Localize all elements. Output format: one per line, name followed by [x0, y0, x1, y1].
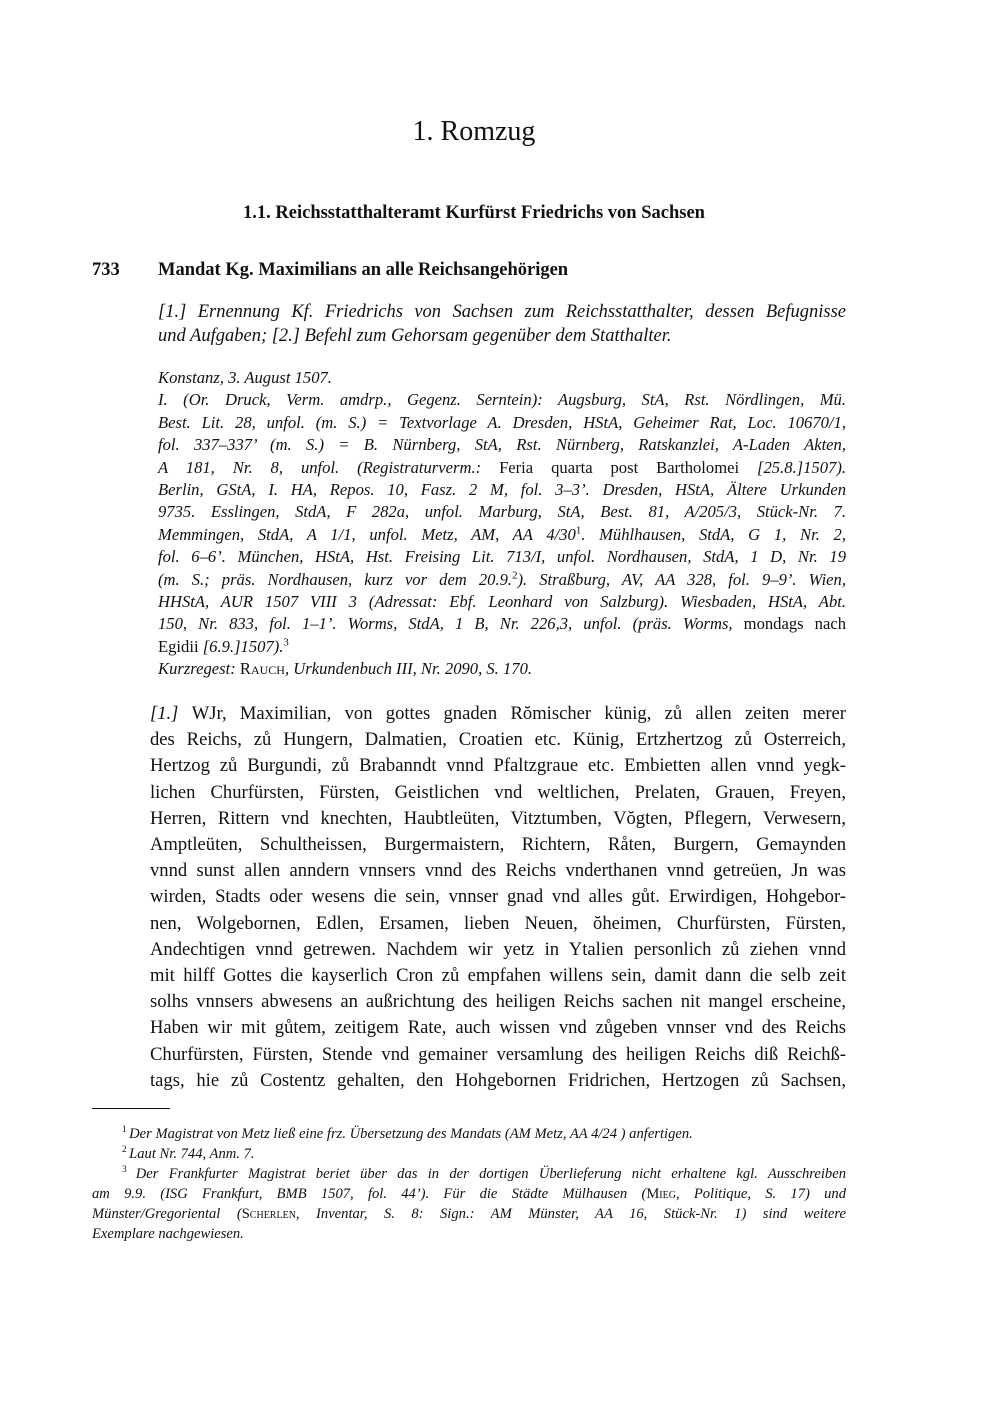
text-line: [150, 965, 846, 987]
text-segment: Amptleüten, Schultheissen, Burgermaistern, Richtern, Råten, Burgern, Gemaynden: [150, 834, 846, 855]
text-line: [150, 939, 846, 961]
text-segment: Mieg: [646, 1186, 676, 1202]
text-line: [150, 808, 846, 830]
text-segment: Der Frankfurter Magistrat beriet über das in der dortigen Überlieferung nicht erhaltene kgl. Ausschreiben: [135, 1166, 846, 1182]
text-line: [158, 435, 846, 455]
text-segment: , Politique, S. 17) und: [675, 1186, 846, 1202]
text-segment: des Reichs, zů Hungern, Dalmatien, Croatien etc. Künig, Ertzhertzog zů Osterreich,: [150, 729, 846, 751]
text-line: [158, 659, 846, 679]
text-segment: mit hilff Gottes die kayserlich Cron zů empfahen willens sein, damit dann die selb zeit: [150, 965, 846, 986]
text-line: [158, 637, 846, 657]
text-segment: Best. Lit. 28, unfol. (m. S.) = Textvorlage A. Dresden, HStA, Geheimer Rat, Loc. 10670/1,: [158, 412, 846, 432]
text-segment: 9735. Esslingen, StdA, F 282a, unfol. Marburg, StA, Best. 81, A/205/3, Stück-Nr. 7.: [158, 502, 846, 522]
text-segment: [1.]: [150, 703, 192, 724]
text-segment: Der Magistrat von Metz ließ eine frz. Übersetzung des Mandats (AM Metz, AA 4/24 ) anfertigen.: [129, 1126, 693, 1142]
text-segment: Memmingen, StdA, A 1/1, unfol. Metz, AM, AA 4/30: [158, 524, 576, 544]
text-segment: (m. S.; präs. Nordhausen, kurz vor dem 20.9.: [158, 569, 513, 589]
text-segment: 150, Nr. 833, fol. 1–1’. Worms, StdA, 1 B, Nr. 226,3, unfol. (präs. Worms,: [158, 614, 744, 634]
text-segment: Scherlen: [241, 1206, 296, 1222]
text-segment: Berlin, GStA, I. HA, Repos. 10, Fasz. 2 M, fol. 3–3’. Dresden, HStA, Ältere Urkunden: [158, 480, 846, 499]
text-line: [150, 755, 846, 777]
text-segment: Rauch: [239, 659, 285, 679]
text-line: [158, 614, 846, 634]
text-segment: HHStA, AUR 1507 VIII 3 (Adressat: Ebf. Leonhard von Salzburg). Wiesbaden, HStA, Abt.: [158, 592, 846, 611]
footnote-marker: 3: [122, 1165, 136, 1176]
text-segment: fol. 337–337’ (m. S.) = B. Nürnberg, StA, Rst. Nürnberg, Ratskanzlei, A-Laden Akten,: [158, 435, 846, 455]
text-line: [150, 703, 846, 725]
text-segment: , Inventar, S. 8: Sign.: AM Münster, AA 16, Stück-Nr. 1) sind weitere: [295, 1206, 846, 1222]
text-segment: lichen Churfürsten, Fürsten, Geistlichen vnd weltlichen, Prelaten, Grauen, Freyen,: [150, 781, 846, 803]
document-number: 733: [92, 260, 120, 280]
text-segment: mondags nach: [743, 614, 846, 634]
text-line: [150, 834, 846, 856]
text-segment: . Mühlhausen, StdA, G 1, Nr. 2,: [581, 524, 846, 544]
text-line: [158, 570, 846, 590]
text-line: [158, 458, 846, 478]
section-title: 1.1. Reichsstatthalteramt Kurfürst Friedrichs von Sachsen: [243, 203, 705, 223]
footnote-divider: [92, 1108, 170, 1109]
text-segment: WJr, Maximilian, von gottes gnaden Rŏmischer künig, zů allen zeiten merer: [191, 703, 846, 724]
text-segment: ). Straßburg, AV, AA 328, fol. 9–9’. Wien,: [517, 569, 846, 589]
text-segment: am 9.9. (ISG Frankfurt, BMB 1507, fol. 44’). Für die Städte Mülhausen (: [92, 1186, 647, 1202]
text-segment: fol. 6–6’. München, HStA, Hst. Freising Lit. 713/I, unfol. Nordhausen, StdA, 1 D, Nr. 19: [158, 547, 846, 567]
text-line: [150, 860, 846, 882]
text-segment: I. (Or. Druck, Verm. amdrp., Gegenz. Serntein): Augsburg, StA, Rst. Nördlingen, Mü.: [158, 390, 846, 410]
text-line: [150, 886, 846, 908]
text-line: [150, 729, 846, 751]
text-line: [158, 413, 846, 433]
text-segment: Exemplare nachgewiesen.: [92, 1226, 244, 1242]
text-segment: Laut Nr. 744, Anm. 7.: [129, 1146, 255, 1162]
text-segment: solhs vnnsers abwesens an außrichtung des heiligen Reichs sachen nit mangel erscheine,: [150, 991, 846, 1013]
text-segment: nen, Wolgebornen, Edlen, Ersamen, lieben Neuen, ŏheimen, Churfürsten, Fürsten,: [150, 912, 846, 934]
text-segment: Herren, Rittern vnd knechten, Haubtleüten, Vitztumben, Vŏgten, Pflegern, Verwesern,: [150, 807, 846, 829]
text-segment: Münster/Gregoriental (: [92, 1206, 242, 1222]
footnote-marker: 3: [283, 636, 289, 649]
text-line: [150, 1070, 846, 1092]
text-segment: Kurzregest:: [158, 659, 240, 679]
text-segment: und Aufgaben; [2.] Befehl zum Gehorsam gegenüber dem Statthalter.: [158, 326, 672, 346]
text-line: [158, 368, 846, 388]
text-segment: Egidii: [158, 636, 203, 656]
text-line: [158, 502, 846, 522]
text-segment: vnnd sunst allen anndern vnnsers vnnd des Reichs vnderthanen vnnd getreüen, Jn was: [150, 860, 846, 882]
text-segment: [6.9.]1507).: [202, 636, 284, 656]
text-line: [158, 480, 846, 500]
text-segment: Churfürsten, Fürsten, Stende vnd gemainer versamlung des heiligen Reichs diß Reichß-: [150, 1043, 846, 1065]
text-line: [122, 1166, 846, 1183]
text-segment: [1.] Ernennung Kf. Friedrichs von Sachsen zum Reichsstatthalter, dessen Befugnisse: [158, 302, 846, 322]
text-segment: [25.8.]1507).: [757, 457, 846, 477]
document-title: Mandat Kg. Maximilians an alle Reichsangehörigen: [158, 260, 569, 280]
text-line: [92, 1186, 846, 1203]
text-line: [150, 1044, 846, 1066]
text-segment: Haben wir mit gůtem, zeitigem Rate, auch wissen vnd zůgeben vnnser vnd des Reichs: [150, 1017, 846, 1039]
text-line: [150, 991, 846, 1013]
text-line: [150, 782, 846, 804]
text-line: [158, 390, 846, 410]
text-segment: Konstanz, 3. August 1507.: [158, 368, 332, 387]
footnote-marker: 2: [122, 1145, 130, 1156]
text-segment: A 181, Nr. 8, unfol. (Registraturverm.:: [158, 457, 500, 477]
footnote-marker: 1: [575, 524, 582, 537]
text-segment: , Urkundenbuch III, Nr. 2090, S. 170.: [284, 659, 533, 679]
footnote-marker: 2: [512, 569, 518, 582]
text-line: [122, 1126, 846, 1143]
text-segment: tags, hie zů Costentz gehalten, den Hohgebornen Fridrichen, Hertzogen zů Sachsen,: [150, 1069, 846, 1091]
text-line: [158, 592, 846, 612]
text-line: [150, 1017, 846, 1039]
text-segment: Hertzog zů Burgundi, zů Brabanndt vnnd Pfaltzgraue etc. Embietten allen vnnd yegk-: [150, 755, 846, 777]
footnote-marker: 1: [122, 1125, 130, 1136]
text-line: [158, 302, 846, 323]
text-line: [92, 1226, 846, 1243]
text-line: [158, 326, 846, 347]
text-segment: Feria quarta post Bartholomei: [499, 457, 758, 477]
chapter-title: 1. Romzug: [412, 116, 536, 147]
text-line: [158, 525, 846, 545]
text-segment: wirden, Stadts oder wesens die sein, vnnser gnad vnd alles gůt. Erwirdigen, Hohgebor-: [150, 886, 846, 908]
text-line: [122, 1146, 846, 1163]
text-line: [158, 547, 846, 567]
text-segment: Andechtigen vnnd getrewen. Nachdem wir yetz in Ytalien personlich zů ziehen vnnd: [150, 938, 846, 960]
text-line: [92, 1206, 846, 1223]
text-line: [150, 913, 846, 935]
